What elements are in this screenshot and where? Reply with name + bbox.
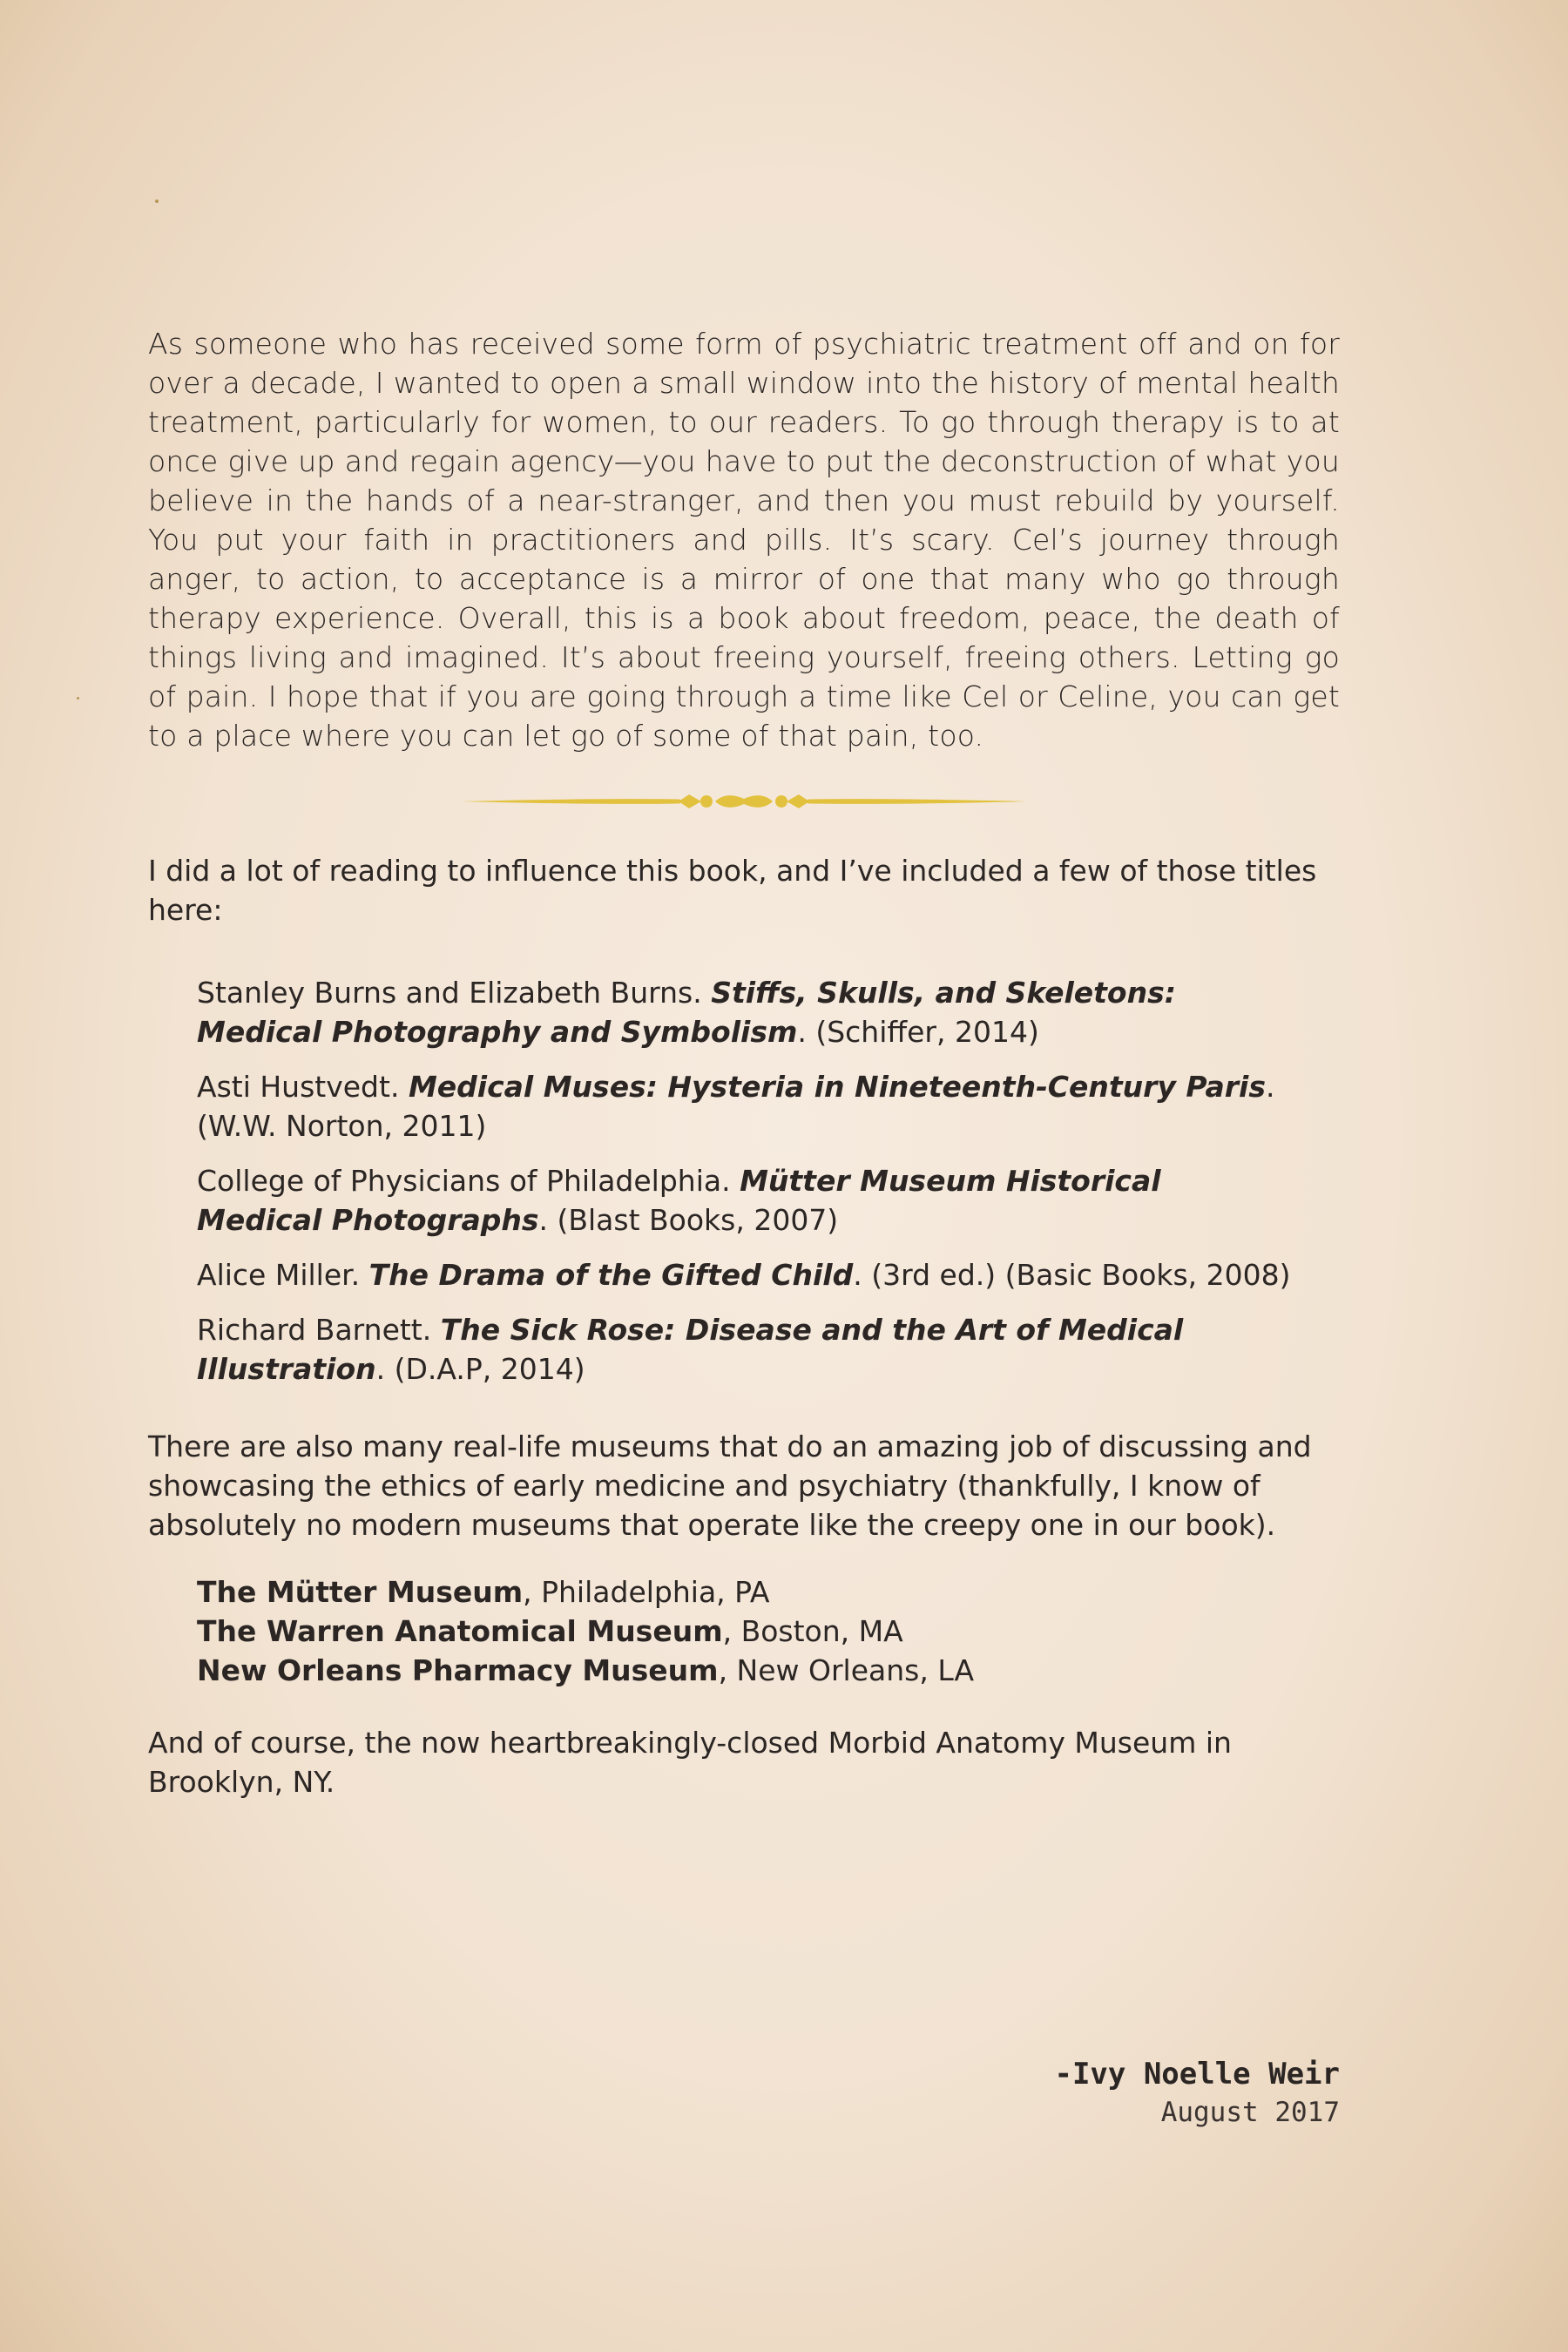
book-title: Medical Muses: Hysteria in Nineteenth-Century Paris — [408, 1070, 1266, 1104]
book-details: . (W.W. Norton, 2011) — [197, 1070, 1275, 1143]
museum-entry — [197, 1612, 1340, 1651]
museum-entry — [197, 1651, 1340, 1690]
divider-diamond — [787, 794, 809, 808]
museum-name: The Warren Anatomical Museum — [197, 1614, 723, 1648]
museum-location: , Boston, MA — [722, 1614, 903, 1648]
book-details: . (3rd ed.) (Basic Books, 2008) — [853, 1258, 1291, 1292]
closing-paragraph: And of course, the now heartbreakingly-closed Morbid Anatomy Museum in Brooklyn, NY. — [148, 1726, 1232, 1799]
book-details: . (D.A.P, 2014) — [375, 1352, 585, 1386]
author-signature: -Ivy Noelle Weir — [1054, 2057, 1340, 2092]
signature-block — [1054, 2054, 1340, 2131]
divider-dot — [700, 795, 713, 808]
book-title: The Sick Rose: Disease and the Art of Medical Illustration — [197, 1313, 1184, 1386]
book-entry — [197, 1255, 1294, 1294]
book-authors: Stanley Burns and Elizabeth Burns. — [197, 976, 712, 1010]
divider-diamond — [679, 794, 701, 808]
divider-flourish — [461, 799, 689, 804]
divider-flourish — [799, 799, 1027, 804]
ornamental-divider — [461, 788, 1027, 814]
book-authors: Asti Hustvedt. — [197, 1070, 409, 1104]
book-authors: Alice Miller. — [197, 1258, 369, 1292]
divider-dot — [775, 795, 787, 808]
divider-center — [715, 795, 773, 808]
signature-date: August 2017 — [1160, 2097, 1340, 2128]
museum-entry — [197, 1572, 1340, 1612]
museum-location: , New Orleans, LA — [718, 1653, 975, 1687]
book-entry — [197, 1310, 1294, 1389]
museums-intro: There are also many real-life museums that do an amazing job of discussing and showcasing the ethics of early medicine and psychiatry (thankfully, I know of absolutely no modern museums that operate like the creepy one in our book). — [148, 1429, 1312, 1542]
intro-paragraph: As someone who has received some form of psychiatric treatment off and on for over a decade, I wanted to open a small window into the history of mental health treatment, particularly for women, to our readers. To go through therapy is to at once give up and regain agency—you have to put the deconstruction of what you believe in the hands of a near-stranger, and then you must rebuild by yourself. You put your faith in practitioners and pills. It’s scary. Cel’s journey through anger, to action, to acceptance is a mirror of one that many who go through therapy experience. Overall, this is a book about freedom, peace, the death of things living and imagined. It’s about freeing yourself, freeing others. Letting go of pain. I hope that if you are going through a time like Cel or Celine, you can get to a place where you can let go of some of that pain, too. — [148, 327, 1340, 753]
reading-intro: I did a lot of reading to influence this book, and I’ve included a few of those titles here: — [148, 854, 1317, 927]
book-entry — [197, 973, 1294, 1051]
book-list — [197, 973, 1294, 1389]
book-details: . (Schiffer, 2014) — [797, 1015, 1039, 1049]
book-authors: College of Physicians of Philadelphia. — [197, 1164, 740, 1198]
paper-speck — [77, 697, 79, 700]
museum-location: , Philadelphia, PA — [523, 1575, 770, 1609]
book-title: Mütter Museum Historical Medical Photographs — [197, 1164, 1161, 1237]
museum-list — [197, 1572, 1340, 1690]
museum-name: New Orleans Pharmacy Museum — [197, 1653, 719, 1687]
afterword-content — [148, 324, 1340, 1801]
book-entry — [197, 1067, 1294, 1146]
museum-name: The Mütter Museum — [197, 1575, 524, 1609]
book-title: The Drama of the Gifted Child — [368, 1258, 854, 1292]
paper-speck — [155, 199, 159, 203]
book-details: . (Blast Books, 2007) — [538, 1203, 839, 1237]
book-authors: Richard Barnett. — [197, 1313, 441, 1347]
book-entry — [197, 1161, 1294, 1240]
book-title: Stiffs, Skulls, and Skeletons: Medical Photography and Symbolism — [197, 976, 1176, 1049]
